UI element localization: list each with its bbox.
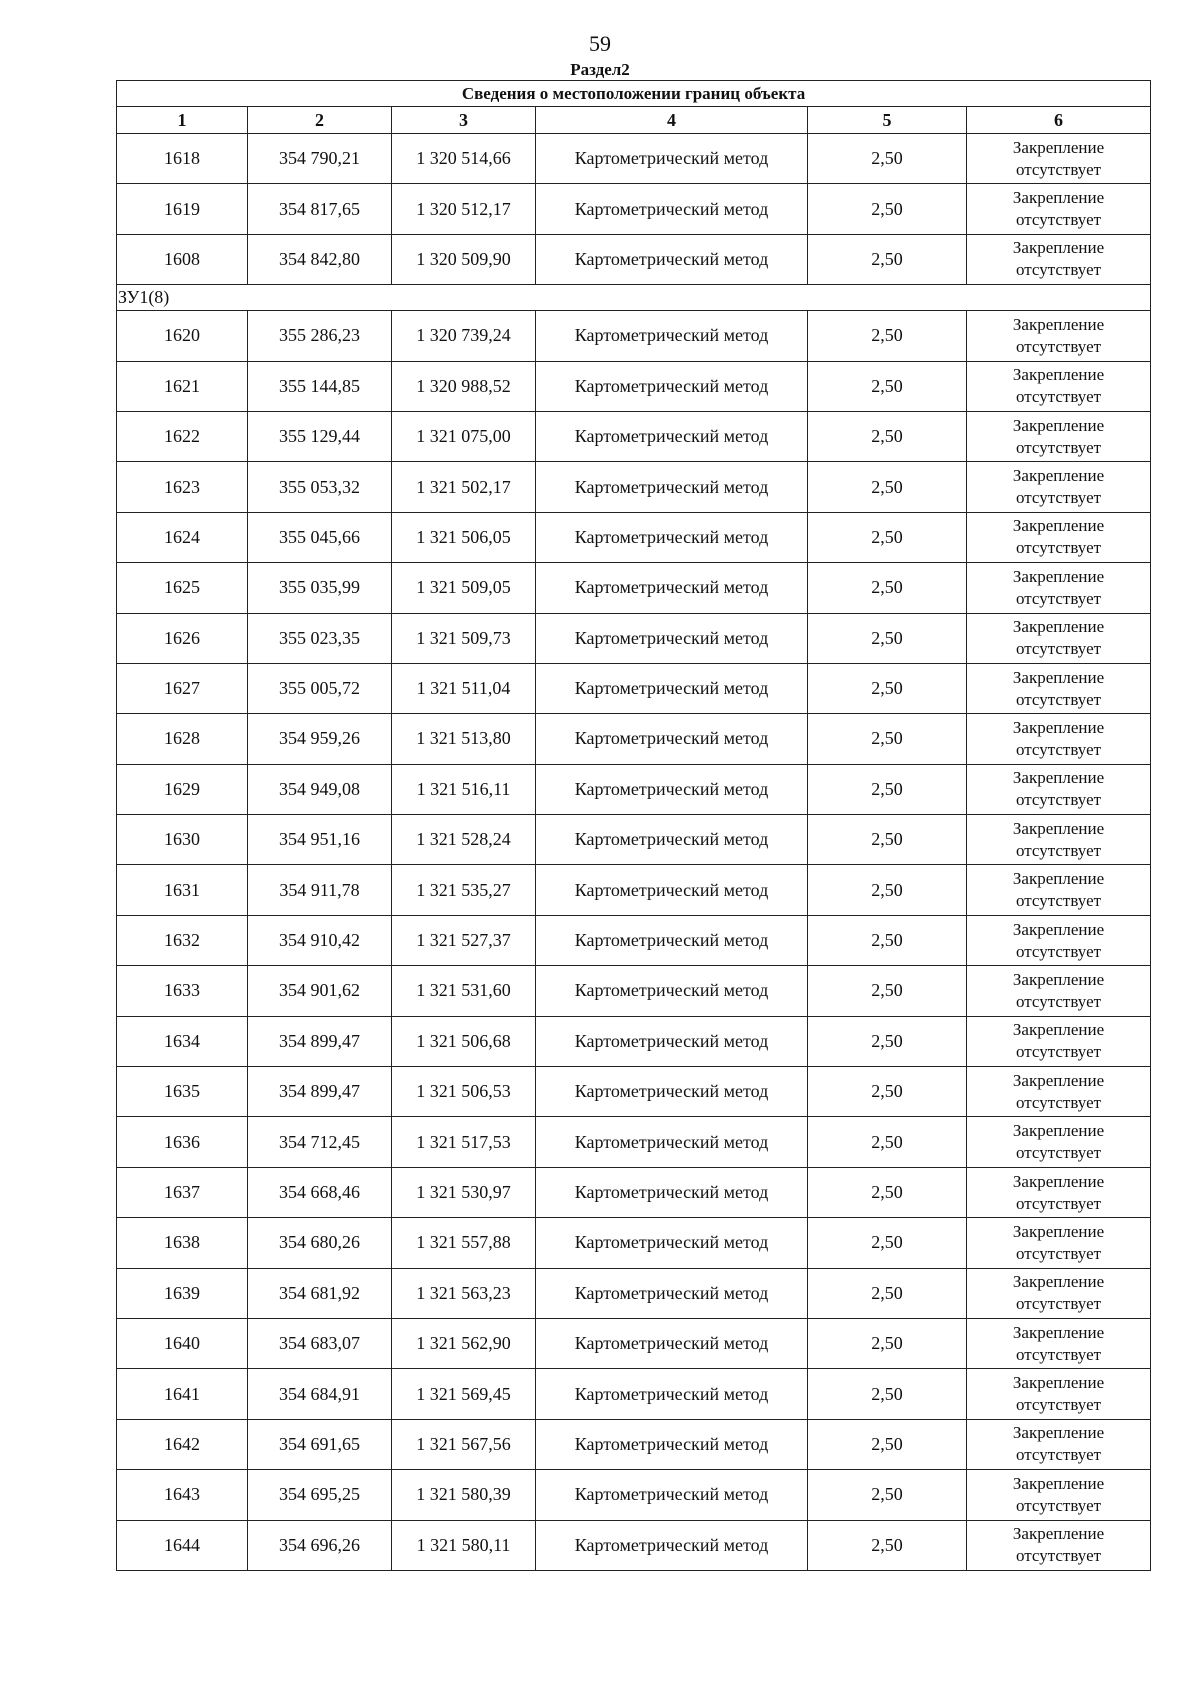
fixation-line1: Закрепление (1012, 1121, 1105, 1141)
fixation-line2: отсутствует (1016, 1546, 1102, 1566)
x-coordinate-cell: 354 695,25 (248, 1470, 392, 1520)
accuracy-cell: 2,50 (808, 714, 967, 764)
column-header: 1 (117, 107, 248, 134)
method-cell: Картометрический метод (536, 1167, 808, 1217)
x-coordinate-cell: 354 901,62 (248, 966, 392, 1016)
fixation-line1: Закрепление (1012, 314, 1105, 334)
point-number-cell: 1639 (117, 1268, 248, 1318)
method-cell: Картометрический метод (536, 234, 808, 284)
table-row (117, 613, 1151, 663)
point-number-cell: 1637 (117, 1167, 248, 1217)
fixation-cell (967, 134, 1151, 184)
table-row (117, 462, 1151, 512)
table-row (117, 1470, 1151, 1520)
section-title: Раздел2 (570, 60, 630, 79)
accuracy-cell: 2,50 (808, 915, 967, 965)
point-number-cell: 1642 (117, 1419, 248, 1469)
accuracy-cell: 2,50 (808, 1117, 967, 1167)
x-coordinate-cell: 355 045,66 (248, 512, 392, 562)
point-number-cell: 1626 (117, 613, 248, 663)
table-row (117, 1419, 1151, 1469)
table-row (117, 512, 1151, 562)
x-coordinate-cell: 355 023,35 (248, 613, 392, 663)
y-coordinate-cell: 1 321 527,37 (392, 915, 536, 965)
point-number-cell: 1627 (117, 663, 248, 713)
x-coordinate-cell: 354 683,07 (248, 1318, 392, 1368)
fixation-line1: Закрепление (1012, 466, 1105, 486)
y-coordinate-cell: 1 321 075,00 (392, 411, 536, 461)
fixation-line2: отсутствует (1016, 1395, 1102, 1415)
fixation-cell (967, 462, 1151, 512)
y-coordinate-cell: 1 321 531,60 (392, 966, 536, 1016)
fixation-line1: Закрепление (1012, 238, 1105, 258)
fixation-line1: Закрепление (1012, 1221, 1105, 1241)
method-cell: Картометрический метод (536, 512, 808, 562)
accuracy-cell: 2,50 (808, 462, 967, 512)
y-coordinate-cell: 1 321 528,24 (392, 815, 536, 865)
fixation-line2: отсутствует (1016, 1294, 1102, 1314)
x-coordinate-cell: 355 035,99 (248, 563, 392, 613)
fixation-cell (967, 512, 1151, 562)
fixation-cell (967, 1016, 1151, 1066)
accuracy-cell: 2,50 (808, 134, 967, 184)
fixation-line1: Закрепление (1012, 1473, 1105, 1493)
x-coordinate-cell: 354 696,26 (248, 1520, 392, 1570)
fixation-line1: Закрепление (1012, 617, 1105, 637)
point-number-cell: 1628 (117, 714, 248, 764)
method-cell: Картометрический метод (536, 411, 808, 461)
column-header: 6 (967, 107, 1151, 134)
table-row (117, 134, 1151, 184)
method-cell: Картометрический метод (536, 663, 808, 713)
accuracy-cell: 2,50 (808, 815, 967, 865)
y-coordinate-cell: 1 321 509,73 (392, 613, 536, 663)
method-cell: Картометрический метод (536, 311, 808, 361)
method-cell: Картометрический метод (536, 1369, 808, 1419)
accuracy-cell: 2,50 (808, 865, 967, 915)
method-cell: Картометрический метод (536, 1016, 808, 1066)
point-number-cell: 1623 (117, 462, 248, 512)
y-coordinate-cell: 1 321 557,88 (392, 1218, 536, 1268)
accuracy-cell: 2,50 (808, 311, 967, 361)
y-coordinate-cell: 1 321 580,11 (392, 1520, 536, 1570)
table-row (117, 411, 1151, 461)
point-number-cell: 1622 (117, 411, 248, 461)
point-number-cell: 1636 (117, 1117, 248, 1167)
table-row (117, 184, 1151, 234)
fixation-cell (967, 361, 1151, 411)
method-cell: Картометрический метод (536, 865, 808, 915)
method-cell: Картометрический метод (536, 361, 808, 411)
fixation-line2: отсутствует (1016, 538, 1102, 558)
method-cell: Картометрический метод (536, 184, 808, 234)
fixation-cell (967, 234, 1151, 284)
table-row (117, 915, 1151, 965)
accuracy-cell: 2,50 (808, 663, 967, 713)
y-coordinate-cell: 1 321 511,04 (392, 663, 536, 713)
fixation-cell (967, 411, 1151, 461)
fixation-cell (967, 1117, 1151, 1167)
column-header: 3 (392, 107, 536, 134)
fixation-line2: отсутствует (1016, 1495, 1102, 1515)
x-coordinate-cell: 354 949,08 (248, 764, 392, 814)
point-number-cell: 1640 (117, 1318, 248, 1368)
fixation-line1: Закрепление (1012, 1020, 1105, 1040)
point-number-cell: 1631 (117, 865, 248, 915)
fixation-line2: отсутствует (1016, 387, 1102, 407)
fixation-cell (967, 1218, 1151, 1268)
fixation-line2: отсутствует (1016, 159, 1102, 179)
accuracy-cell: 2,50 (808, 1369, 967, 1419)
column-number-row (117, 107, 1151, 134)
x-coordinate-cell: 354 817,65 (248, 184, 392, 234)
x-coordinate-cell: 354 899,47 (248, 1067, 392, 1117)
table-caption-row (117, 81, 1151, 107)
fixation-line1: Закрепление (1012, 415, 1105, 435)
group-row (117, 285, 1151, 311)
point-number-cell: 1608 (117, 234, 248, 284)
table-row (117, 311, 1151, 361)
x-coordinate-cell: 354 680,26 (248, 1218, 392, 1268)
x-coordinate-cell: 355 053,32 (248, 462, 392, 512)
fixation-line1: Закрепление (1012, 137, 1105, 157)
point-number-cell: 1618 (117, 134, 248, 184)
table-row (117, 234, 1151, 284)
fixation-line2: отсутствует (1016, 840, 1102, 860)
method-cell: Картометрический метод (536, 1067, 808, 1117)
method-cell: Картометрический метод (536, 1419, 808, 1469)
fixation-line2: отсутствует (1016, 1042, 1102, 1062)
point-number-cell: 1620 (117, 311, 248, 361)
x-coordinate-cell: 354 899,47 (248, 1016, 392, 1066)
method-cell: Картометрический метод (536, 563, 808, 613)
accuracy-cell: 2,50 (808, 1218, 967, 1268)
table-row (117, 714, 1151, 764)
table-body-after-group (117, 311, 1151, 1571)
method-cell: Картометрический метод (536, 462, 808, 512)
fixation-line2: отсутствует (1016, 1445, 1102, 1465)
point-number-cell: 1619 (117, 184, 248, 234)
method-cell: Картометрический метод (536, 714, 808, 764)
point-number-cell: 1634 (117, 1016, 248, 1066)
table-body-before-group (117, 134, 1151, 285)
y-coordinate-cell: 1 321 563,23 (392, 1268, 536, 1318)
table-row (117, 1218, 1151, 1268)
method-cell: Картометрический метод (536, 1268, 808, 1318)
point-number-cell: 1643 (117, 1470, 248, 1520)
y-coordinate-cell: 1 320 512,17 (392, 184, 536, 234)
accuracy-cell: 2,50 (808, 512, 967, 562)
accuracy-cell: 2,50 (808, 1520, 967, 1570)
method-cell: Картометрический метод (536, 915, 808, 965)
table-row (117, 865, 1151, 915)
accuracy-cell: 2,50 (808, 1167, 967, 1217)
y-coordinate-cell: 1 320 739,24 (392, 311, 536, 361)
fixation-line1: Закрепление (1012, 869, 1105, 889)
accuracy-cell: 2,50 (808, 764, 967, 814)
accuracy-cell: 2,50 (808, 1470, 967, 1520)
fixation-line2: отсутствует (1016, 210, 1102, 230)
table-row (117, 1016, 1151, 1066)
accuracy-cell: 2,50 (808, 563, 967, 613)
fixation-cell (967, 966, 1151, 1016)
fixation-line1: Закрепление (1012, 969, 1105, 989)
x-coordinate-cell: 354 712,45 (248, 1117, 392, 1167)
table-caption: Сведения о местоположении границ объекта (117, 81, 1151, 107)
fixation-cell (967, 563, 1151, 613)
method-cell: Картометрический метод (536, 613, 808, 663)
table-row (117, 764, 1151, 814)
point-number-cell: 1629 (117, 764, 248, 814)
table-row (117, 815, 1151, 865)
fixation-line2: отсутствует (1016, 488, 1102, 508)
fixation-cell (967, 1167, 1151, 1217)
fixation-line1: Закрепление (1012, 188, 1105, 208)
table-row (117, 663, 1151, 713)
group-section (117, 285, 1151, 311)
fixation-cell (967, 1318, 1151, 1368)
y-coordinate-cell: 1 320 509,90 (392, 234, 536, 284)
fixation-cell (967, 663, 1151, 713)
fixation-line2: отсутствует (1016, 1092, 1102, 1112)
y-coordinate-cell: 1 321 535,27 (392, 865, 536, 915)
point-number-cell: 1641 (117, 1369, 248, 1419)
method-cell: Картометрический метод (536, 764, 808, 814)
fixation-line1: Закрепление (1012, 566, 1105, 586)
x-coordinate-cell: 355 005,72 (248, 663, 392, 713)
fixation-line1: Закрепление (1012, 1070, 1105, 1090)
x-coordinate-cell: 354 668,46 (248, 1167, 392, 1217)
fixation-cell (967, 714, 1151, 764)
fixation-line1: Закрепление (1012, 717, 1105, 737)
x-coordinate-cell: 355 144,85 (248, 361, 392, 411)
method-cell: Картометрический метод (536, 1318, 808, 1368)
accuracy-cell: 2,50 (808, 411, 967, 461)
point-number-cell: 1632 (117, 915, 248, 965)
accuracy-cell: 2,50 (808, 1268, 967, 1318)
y-coordinate-cell: 1 321 569,45 (392, 1369, 536, 1419)
table-row (117, 1318, 1151, 1368)
fixation-cell (967, 1470, 1151, 1520)
fixation-line2: отсутствует (1016, 1243, 1102, 1263)
table-row (117, 1167, 1151, 1217)
fixation-cell (967, 915, 1151, 965)
point-number-cell: 1638 (117, 1218, 248, 1268)
fixation-line2: отсутствует (1016, 260, 1102, 280)
fixation-cell (967, 311, 1151, 361)
method-cell: Картометрический метод (536, 1470, 808, 1520)
fixation-cell (967, 865, 1151, 915)
y-coordinate-cell: 1 320 988,52 (392, 361, 536, 411)
y-coordinate-cell: 1 321 567,56 (392, 1419, 536, 1469)
table-row (117, 1369, 1151, 1419)
point-number-cell: 1625 (117, 563, 248, 613)
fixation-line1: Закрепление (1012, 1322, 1105, 1342)
fixation-line2: отсутствует (1016, 639, 1102, 659)
point-number-cell: 1635 (117, 1067, 248, 1117)
fixation-line2: отсутствует (1016, 991, 1102, 1011)
y-coordinate-cell: 1 321 502,17 (392, 462, 536, 512)
fixation-line2: отсутствует (1016, 588, 1102, 608)
point-number-cell: 1621 (117, 361, 248, 411)
method-cell: Картометрический метод (536, 966, 808, 1016)
accuracy-cell: 2,50 (808, 1318, 967, 1368)
fixation-cell (967, 184, 1151, 234)
x-coordinate-cell: 354 681,92 (248, 1268, 392, 1318)
x-coordinate-cell: 354 790,21 (248, 134, 392, 184)
y-coordinate-cell: 1 321 562,90 (392, 1318, 536, 1368)
method-cell: Картометрический метод (536, 815, 808, 865)
accuracy-cell: 2,50 (808, 1067, 967, 1117)
accuracy-cell: 2,50 (808, 613, 967, 663)
fixation-cell (967, 613, 1151, 663)
method-cell: Картометрический метод (536, 1117, 808, 1167)
fixation-line1: Закрепление (1012, 365, 1105, 385)
fixation-line1: Закрепление (1012, 919, 1105, 939)
accuracy-cell: 2,50 (808, 1016, 967, 1066)
fixation-line1: Закрепление (1012, 1171, 1105, 1191)
fixation-line2: отсутствует (1016, 941, 1102, 961)
fixation-line1: Закрепление (1012, 667, 1105, 687)
fixation-line2: отсутствует (1016, 689, 1102, 709)
accuracy-cell: 2,50 (808, 361, 967, 411)
x-coordinate-cell: 354 951,16 (248, 815, 392, 865)
fixation-cell (967, 1369, 1151, 1419)
fixation-cell (967, 815, 1151, 865)
y-coordinate-cell: 1 321 506,53 (392, 1067, 536, 1117)
table-row (117, 1268, 1151, 1318)
fixation-line2: отсутствует (1016, 1143, 1102, 1163)
table-row (117, 966, 1151, 1016)
table-row (117, 1117, 1151, 1167)
fixation-line2: отсутствует (1016, 790, 1102, 810)
fixation-line1: Закрепление (1012, 516, 1105, 536)
fixation-cell (967, 1419, 1151, 1469)
x-coordinate-cell: 354 842,80 (248, 234, 392, 284)
group-label: ЗУ1(8) (117, 285, 1151, 311)
fixation-line1: Закрепление (1012, 768, 1105, 788)
y-coordinate-cell: 1 321 580,39 (392, 1470, 536, 1520)
fixation-line1: Закрепление (1012, 1373, 1105, 1393)
y-coordinate-cell: 1 321 517,53 (392, 1117, 536, 1167)
fixation-line1: Закрепление (1012, 818, 1105, 838)
accuracy-cell: 2,50 (808, 966, 967, 1016)
fixation-line2: отсутствует (1016, 336, 1102, 356)
x-coordinate-cell: 354 684,91 (248, 1369, 392, 1419)
accuracy-cell: 2,50 (808, 184, 967, 234)
table-row (117, 1520, 1151, 1570)
point-number-cell: 1633 (117, 966, 248, 1016)
fixation-line2: отсутствует (1016, 1193, 1102, 1213)
x-coordinate-cell: 355 286,23 (248, 311, 392, 361)
fixation-cell (967, 1067, 1151, 1117)
y-coordinate-cell: 1 321 530,97 (392, 1167, 536, 1217)
y-coordinate-cell: 1 321 516,11 (392, 764, 536, 814)
point-number-cell: 1630 (117, 815, 248, 865)
y-coordinate-cell: 1 321 509,05 (392, 563, 536, 613)
fixation-cell (967, 1520, 1151, 1570)
point-number-cell: 1624 (117, 512, 248, 562)
column-header: 2 (248, 107, 392, 134)
fixation-line2: отсутствует (1016, 739, 1102, 759)
x-coordinate-cell: 354 691,65 (248, 1419, 392, 1469)
y-coordinate-cell: 1 321 506,68 (392, 1016, 536, 1066)
page-number: 59 (589, 31, 611, 56)
fixation-line2: отсутствует (1016, 891, 1102, 911)
table-row (117, 563, 1151, 613)
fixation-line1: Закрепление (1012, 1423, 1105, 1443)
fixation-line2: отсутствует (1016, 1344, 1102, 1364)
x-coordinate-cell: 354 910,42 (248, 915, 392, 965)
table-row (117, 361, 1151, 411)
point-number-cell: 1644 (117, 1520, 248, 1570)
accuracy-cell: 2,50 (808, 1419, 967, 1469)
y-coordinate-cell: 1 321 506,05 (392, 512, 536, 562)
x-coordinate-cell: 354 959,26 (248, 714, 392, 764)
column-header: 4 (536, 107, 808, 134)
method-cell: Картометрический метод (536, 1520, 808, 1570)
y-coordinate-cell: 1 320 514,66 (392, 134, 536, 184)
fixation-cell (967, 764, 1151, 814)
fixation-line2: отсутствует (1016, 437, 1102, 457)
boundary-table (116, 80, 1151, 1571)
fixation-line1: Закрепление (1012, 1524, 1105, 1544)
y-coordinate-cell: 1 321 513,80 (392, 714, 536, 764)
table-row (117, 1067, 1151, 1117)
x-coordinate-cell: 354 911,78 (248, 865, 392, 915)
accuracy-cell: 2,50 (808, 234, 967, 284)
x-coordinate-cell: 355 129,44 (248, 411, 392, 461)
fixation-cell (967, 1268, 1151, 1318)
column-header: 5 (808, 107, 967, 134)
fixation-line1: Закрепление (1012, 1272, 1105, 1292)
method-cell: Картометрический метод (536, 134, 808, 184)
method-cell: Картометрический метод (536, 1218, 808, 1268)
